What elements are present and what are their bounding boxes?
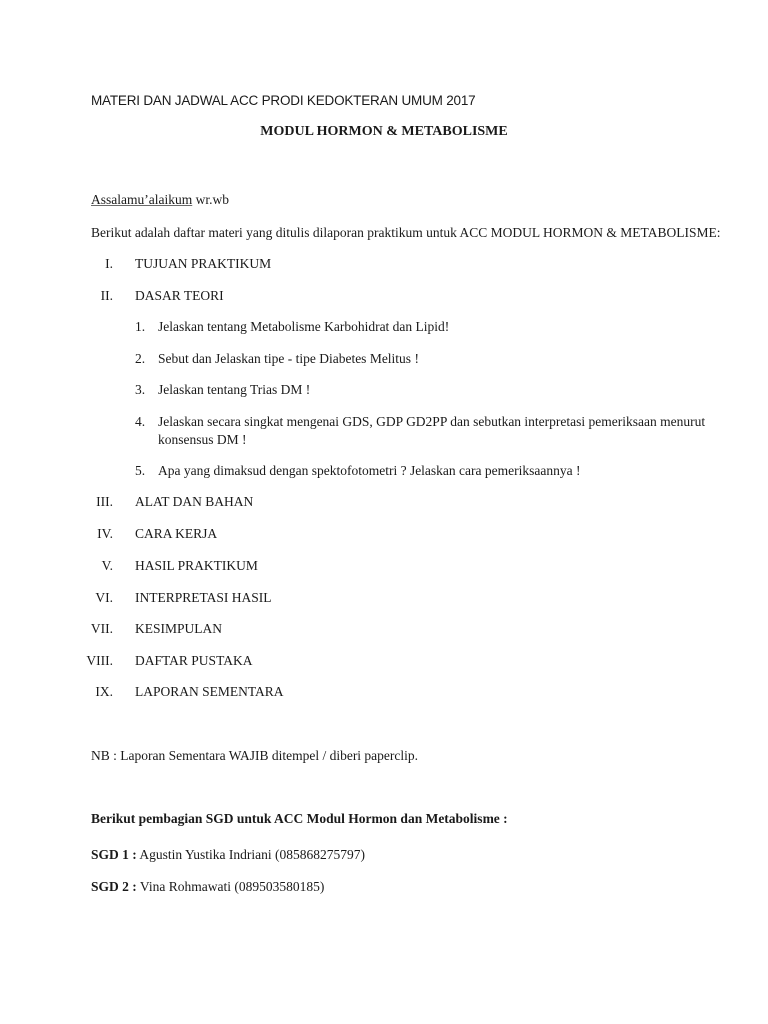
greeting-suffix: wr.wb [192,192,229,207]
sgd-entry [91,847,365,863]
nb-note: NB : Laporan Sementara WAJIB ditempel / diberi paperclip. [91,748,419,763]
outline-number: VIII. [86,653,113,668]
sgd-entry [91,879,324,895]
greeting-main: Assalamu’alaikum [91,192,193,207]
subitem-text: Apa yang dimaksud dengan spektofotometri ? Jelaskan cara pemeriksaannya ! [158,463,581,478]
outline-number: IV. [97,526,113,541]
outline-number: VII. [90,621,113,636]
outline-number: I. [105,256,113,271]
subitem-number: 4. [135,414,146,429]
greeting [91,192,229,208]
intro-paragraph: Berikut adalah daftar materi yang ditulis dilaporan praktikum untuk ACC MODUL HORMON & METABOLISME: [91,225,721,240]
outline-item: CARA KERJA [135,526,218,541]
subitem-text: Jelaskan tentang Metabolisme Karbohidrat dan Lipid! [158,319,450,334]
subitem-number: 3. [135,382,146,397]
sgd-value: Agustin Yustika Indriani (085868275797) [136,847,365,862]
sgd-value: Vina Rohmawati (089503580185) [136,879,325,894]
outline-number: V. [101,558,113,573]
subitem-number: 2. [135,351,146,366]
subitem-number: 1. [135,319,146,334]
outline-item: DASAR TEORI [135,288,224,303]
outline-item: LAPORAN SEMENTARA [135,684,284,699]
subitem-text-continued: konsensus DM ! [158,432,247,447]
sgd-intro: Berikut pembagian SGD untuk ACC Modul Hormon dan Metabolisme : [91,811,508,826]
module-title: MODUL HORMON & METABOLISME [260,124,508,139]
outline-item: HASIL PRAKTIKUM [135,558,258,573]
sgd-label: SGD 1 : [91,847,137,862]
outline-number: VI. [95,590,113,605]
document-header: MATERI DAN JADWAL ACC PRODI KEDOKTERAN UMUM 2017 [91,93,476,108]
outline-item: ALAT DAN BAHAN [135,494,254,509]
outline-item: TUJUAN PRAKTIKUM [135,256,272,271]
outline-item: DAFTAR PUSTAKA [135,653,253,668]
outline-item: KESIMPULAN [135,621,223,636]
sgd-label: SGD 2 : [91,879,137,894]
outline-item: INTERPRETASI HASIL [135,590,272,605]
subitem-number: 5. [135,463,146,478]
outline-number: IX. [95,684,113,699]
subitem-text: Sebut dan Jelaskan tipe - tipe Diabetes Melitus ! [158,351,419,366]
outline-number: III. [96,494,113,509]
subitem-text: Jelaskan secara singkat mengenai GDS, GDP GD2PP dan sebutkan interpretasi pemeriksaan menurut [158,414,706,429]
subitem-text: Jelaskan tentang Trias DM ! [158,382,311,397]
outline-number: II. [100,288,113,303]
